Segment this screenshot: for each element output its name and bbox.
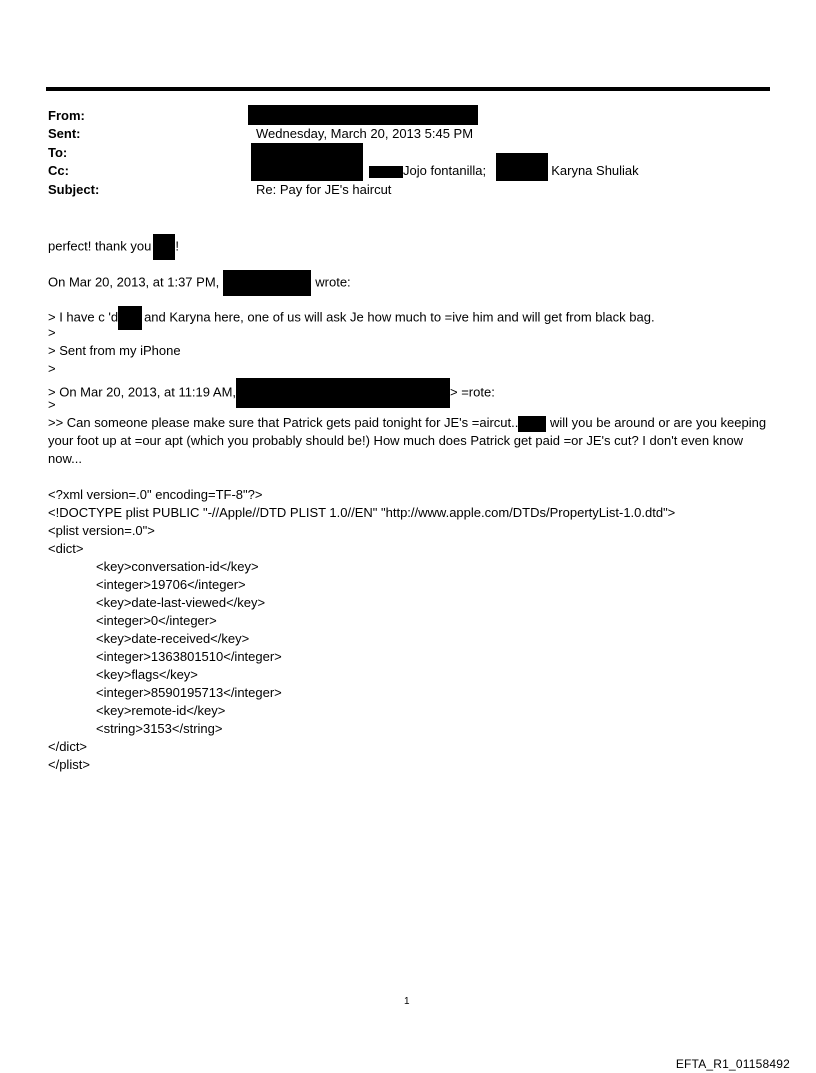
cc-redaction-2 bbox=[496, 153, 548, 181]
inline-redaction bbox=[223, 270, 311, 296]
sent-label: Sent: bbox=[48, 126, 81, 141]
xml-line: <integer>0</integer> bbox=[96, 613, 217, 628]
quote-line-5-end: > =rote: bbox=[450, 384, 495, 400]
subject-value: Re: Pay for JE's haircut bbox=[256, 182, 392, 197]
xml-line: <key>conversation-id</key> bbox=[96, 559, 259, 574]
from-redaction bbox=[248, 105, 478, 125]
quote-line-4: > bbox=[48, 361, 56, 376]
inline-redaction bbox=[236, 378, 450, 408]
xml-line: </dict> bbox=[48, 739, 88, 754]
cc-value-1: Jojo fontanilla; bbox=[403, 163, 487, 178]
quote-line-1-end: and Karyna here, one of us will ask Je how much to =ive him and will get from black bag. bbox=[144, 309, 655, 325]
cc-label: Cc: bbox=[48, 163, 69, 178]
xml-line: </plist> bbox=[48, 757, 90, 772]
body-line-1-text: perfect! thank you bbox=[48, 238, 152, 254]
quote-line-3: > Sent from my iPhone bbox=[48, 343, 181, 358]
xml-line: <?xml version=.0" encoding=TF-8"?> bbox=[48, 487, 263, 502]
cc-value-2: ; Karyna Shuliak bbox=[544, 163, 639, 178]
xml-line: <integer>1363801510</integer> bbox=[96, 649, 282, 664]
quote-line-5-text: > On Mar 20, 2013, at 11:19 AM, bbox=[48, 384, 237, 400]
document-id: EFTA_R1_01158492 bbox=[675, 1057, 790, 1071]
to-redaction bbox=[251, 143, 363, 181]
inline-redaction bbox=[118, 306, 142, 330]
xml-line: <integer>19706</integer> bbox=[96, 577, 246, 592]
quote-line-1-text: > I have c 'd bbox=[48, 309, 119, 325]
to-label: To: bbox=[48, 145, 68, 160]
page-number: 1 bbox=[404, 996, 410, 1007]
header-rule bbox=[46, 87, 770, 91]
xml-line: <key>date-received</key> bbox=[96, 631, 250, 646]
body-line-1-end: ! bbox=[175, 238, 179, 254]
xml-line: <plist version=.0"> bbox=[48, 523, 155, 538]
quote-paragraph-text-1: >> Can someone please make sure that Patrick gets paid tonight for JE's =aircut.. bbox=[48, 415, 519, 430]
xml-line: <key>remote-id</key> bbox=[96, 703, 226, 718]
body-line-1 bbox=[48, 234, 179, 260]
quote-line-6: > bbox=[48, 397, 56, 412]
cc-redaction-1 bbox=[369, 166, 403, 178]
body-line-2 bbox=[48, 270, 351, 296]
xml-line: <string>3153</string> bbox=[96, 721, 223, 736]
xml-line: <key>flags</key> bbox=[96, 667, 198, 682]
quote-line-5 bbox=[48, 378, 495, 408]
inline-redaction bbox=[153, 234, 175, 260]
body-line-2-end: wrote: bbox=[315, 274, 351, 290]
inline-redaction bbox=[518, 416, 546, 432]
xml-line: <key>date-last-viewed</key> bbox=[96, 595, 266, 610]
body-line-2-text: On Mar 20, 2013, at 1:37 PM, bbox=[48, 274, 220, 290]
quote-paragraph bbox=[48, 414, 768, 468]
quote-paragraph-text-2: will you be around or are you keeping your foot up at =our apt (which you probably should be!) How much does Patrick get paid =or JE's cut? I don't even know now... bbox=[48, 415, 767, 466]
from-label: From: bbox=[48, 108, 85, 123]
xml-line: <integer>8590195713</integer> bbox=[96, 685, 282, 700]
quote-line-1 bbox=[48, 306, 655, 330]
xml-line: <dict> bbox=[48, 541, 84, 556]
subject-label: Subject: bbox=[48, 182, 100, 197]
quote-line-2: > bbox=[48, 325, 56, 340]
xml-line: <!DOCTYPE plist PUBLIC "-//Apple//DTD PLIST 1.0//EN" "http://www.apple.com/DTDs/PropertyList-1.0.dtd"> bbox=[48, 505, 676, 520]
sent-value: Wednesday, March 20, 2013 5:45 PM bbox=[256, 126, 474, 141]
